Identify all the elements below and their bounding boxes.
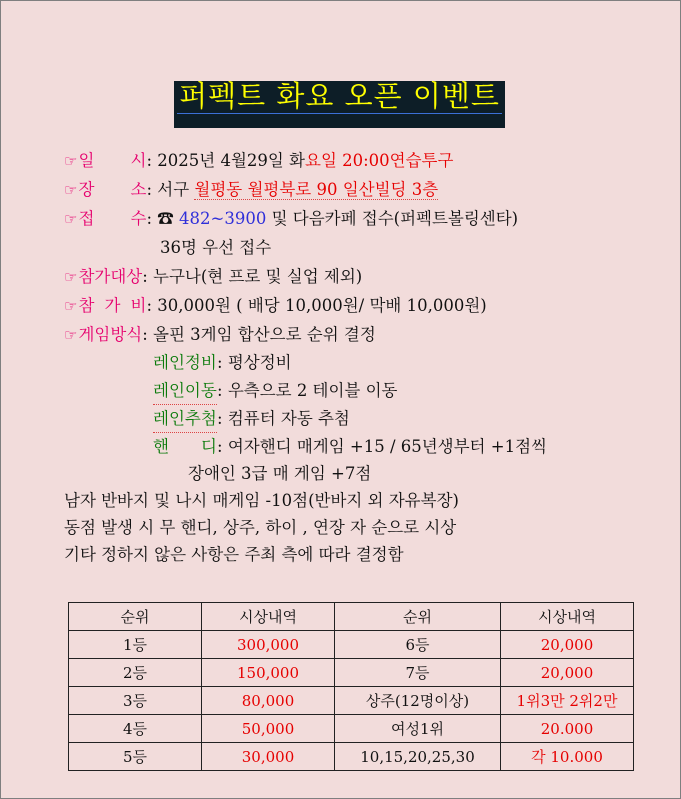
prize-cell: 300,000 — [202, 631, 335, 659]
pointing-hand-icon: ☞ — [64, 210, 78, 228]
prize-cell: 20.000 — [501, 715, 634, 743]
info-reception: ☞접 수: ☎ 482~3900 및 다음카페 접수(퍼펙트볼링센타) — [64, 206, 518, 232]
venue-label: ☞장 소 — [64, 180, 147, 199]
table-row — [69, 631, 634, 659]
reception-label: ☞접 수 — [64, 209, 147, 228]
prize-cell: 1위3만 2위2만 — [501, 687, 634, 715]
rank-cell: 1등 — [69, 631, 202, 659]
note-tiebreak: 동점 발생 시 무 핸디, 상주, 하이 , 연장 자 순으로 시상 — [64, 518, 457, 537]
info-venue: ☞장 소: 서구 월평동 월평북로 90 일산빌딩 3층 — [64, 177, 438, 203]
pointing-hand-icon: ☞ — [64, 297, 78, 315]
prize-table — [68, 602, 634, 771]
prize-cell: 각 10.000 — [501, 743, 634, 771]
table-row — [69, 659, 634, 687]
prize-cell: 20,000 — [501, 631, 634, 659]
rank-cell: 10,15,20,25,30 — [335, 743, 501, 771]
info-method: ☞게임방식: 올핀 3게임 합산으로 순위 결정 — [64, 322, 376, 348]
table-header: 시상내역 — [501, 603, 634, 631]
table-header: 시상내역 — [202, 603, 335, 631]
info-target: ☞참가대상: 누구나(현 프로 및 실업 제외) — [64, 264, 362, 290]
reception-note: 36명 우선 접수 — [160, 238, 272, 257]
rank-cell: 여성1위 — [335, 715, 501, 743]
rank-cell: 5등 — [69, 743, 202, 771]
rank-cell: 4등 — [69, 715, 202, 743]
target-label: ☞참가대상 — [64, 267, 143, 286]
info-date: ☞일 시: 2025년 4월29일 화요일 20:00연습투구 — [64, 148, 453, 174]
detail-lane-move: 레인이동: 우측으로 2 테이블 이동 — [153, 378, 398, 404]
date-label: ☞일 시 — [64, 151, 147, 170]
prize-cell: 80,000 — [202, 687, 335, 715]
detail-lane-draw: 레인추첨: 컴퓨터 자동 추첨 — [153, 406, 350, 432]
prize-cell: 30,000 — [202, 743, 335, 771]
phone-icon: ☎ — [157, 209, 174, 228]
event-title: 퍼펙트 화요 오픈 이벤트 — [174, 81, 505, 128]
handicap-extra: 장애인 3급 매 게임 +7점 — [188, 464, 372, 483]
rank-cell: 6등 — [335, 631, 501, 659]
info-fee: ☞참 가 비: 30,000원 ( 배당 10,000원/ 막배 10,000원) — [64, 293, 487, 319]
pointing-hand-icon: ☞ — [64, 268, 78, 286]
note-other: 기타 정하지 않은 사항은 주최 측에 따라 결정함 — [64, 545, 404, 564]
fee-label: ☞참 가 비 — [64, 296, 147, 315]
note-dress-code: 남자 반바지 및 나시 매게임 -10점(반바지 외 자유복장) — [64, 491, 459, 510]
phone-number: 482~3900 — [179, 209, 267, 228]
rank-cell: 2등 — [69, 659, 202, 687]
rank-cell: 3등 — [69, 687, 202, 715]
table-row — [69, 743, 634, 771]
prize-cell: 150,000 — [202, 659, 335, 687]
table-header: 순위 — [69, 603, 202, 631]
prize-cell: 20,000 — [501, 659, 634, 687]
pointing-hand-icon: ☞ — [64, 326, 78, 344]
prize-cell: 50,000 — [202, 715, 335, 743]
pointing-hand-icon: ☞ — [64, 181, 78, 199]
table-row — [69, 687, 634, 715]
table-row — [69, 715, 634, 743]
rank-cell: 상주(12명이상) — [335, 687, 501, 715]
table-header: 순위 — [335, 603, 501, 631]
table-header-row — [69, 603, 634, 631]
detail-handicap: 핸 디: 여자핸디 매게임 +15 / 65년생부터 +1점씩 — [153, 437, 547, 456]
pointing-hand-icon: ☞ — [64, 152, 78, 170]
detail-lane-maintenance: 레인정비: 평상정비 — [153, 353, 292, 372]
rank-cell: 7등 — [335, 659, 501, 687]
method-label: ☞게임방식 — [64, 325, 143, 344]
